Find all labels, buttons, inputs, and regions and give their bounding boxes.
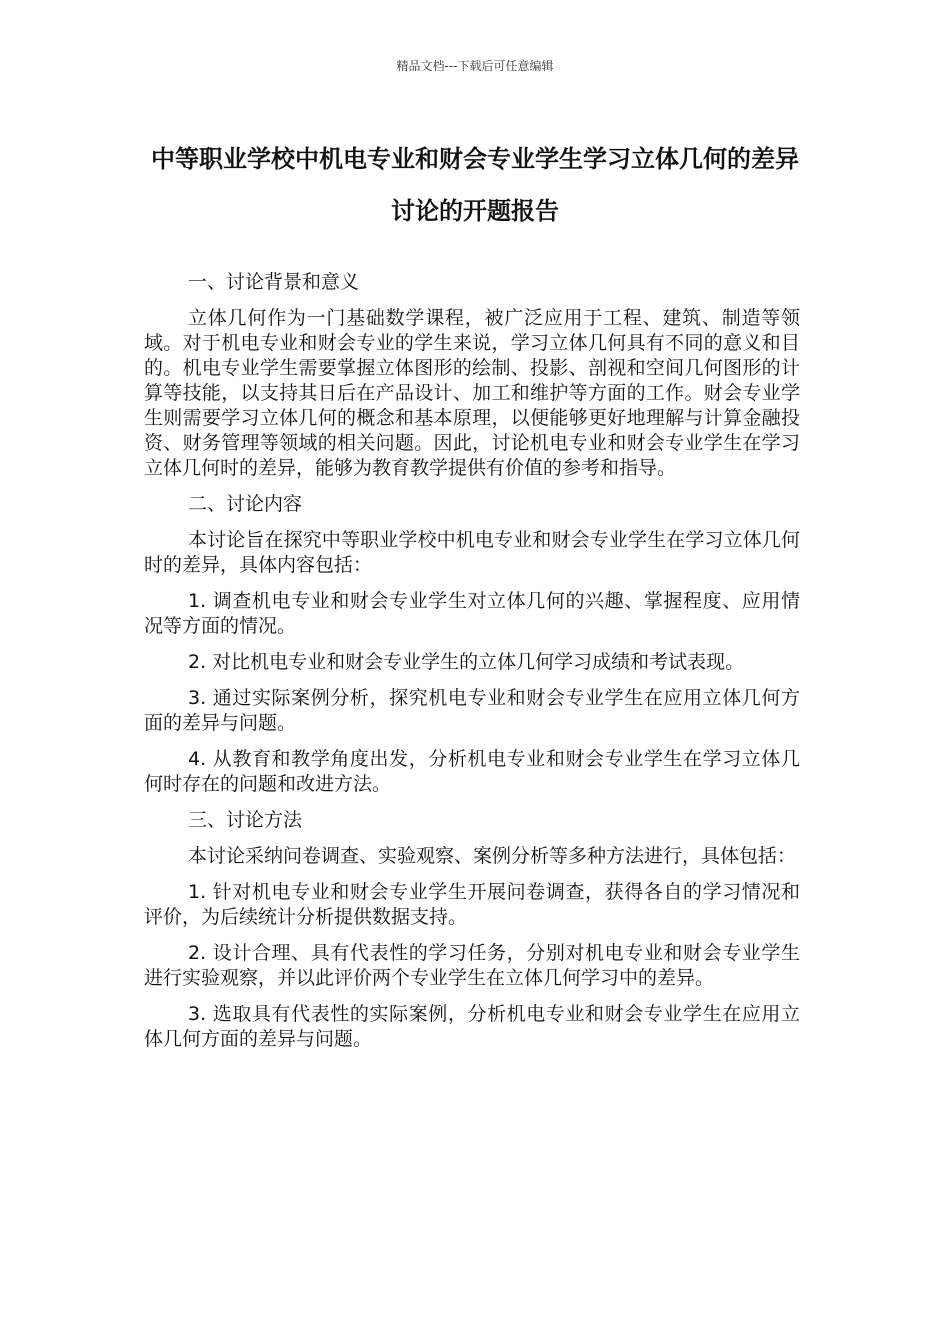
section-heading-method: 三、讨论方法 <box>188 809 303 831</box>
paragraph-method-intro: 本讨论采纳问卷调查、实验观察、案例分析等多种方法进行，具体包括： <box>188 845 797 867</box>
list-item-method-1: 1. 针对机电专业和财会专业学生开展问卷调查，获得各自的学习情况和评价，为后续统计分析提供数据支持。 <box>144 881 800 928</box>
section-heading-background: 一、讨论背景和意义 <box>188 271 360 293</box>
list-item-content-3: 3. 通过实际案例分析，探究机电专业和财会专业学生在应用立体几何方面的差异与问题。 <box>144 687 800 734</box>
section-heading-content: 二、讨论内容 <box>188 493 303 515</box>
document-body <box>144 270 800 1063</box>
paragraph-background: 立体几何作为一门基础数学课程，被广泛应用于工程、建筑、制造等领域。对于机电专业和财会专业的学生来说，学习立体几何具有不同的意义和目的。机电专业学生需要掌握立体图形的绘制、投影、剖视和空间几何图形的计算等技能，以支持其日后在产品设计、加工和维护等方面的工作。财会专业学生则需要学习立体几何的概念和基本原理，以便能够更好地理解与计算金融投资、财务管理等领域的相关问题。因此，讨论机电专业和财会专业学生在学习立体几何时的差异，能够为教育教学提供有价值的参考和指导。 <box>144 307 800 479</box>
list-item-method-2: 2. 设计合理、具有代表性的学习任务，分别对机电专业和财会专业学生进行实验观察，并以此评价两个专业学生在立体几何学习中的差异。 <box>144 942 800 989</box>
list-item-content-4: 4. 从教育和教学角度出发，分析机电专业和财会专业学生在学习立体几何时存在的问题和改进方法。 <box>144 748 800 795</box>
list-item-method-3: 3. 选取具有代表性的实际案例，分析机电专业和财会专业学生在应用立体几何方面的差异与问题。 <box>144 1003 800 1050</box>
document-title: 中等职业学校中机电专业和财会专业学生学习立体几何的差异讨论的开题报告 <box>151 145 799 225</box>
list-item-content-2: 2. 对比机电专业和财会专业学生的立体几何学习成绩和考试表现。 <box>188 651 745 673</box>
list-item-content-1: 1. 调查机电专业和财会专业学生对立体几何的兴趣、掌握程度、应用情况等方面的情况。 <box>144 590 800 637</box>
paragraph-content-intro: 本讨论旨在探究中等职业学校中机电专业和财会专业学生在学习立体几何时的差异，具体内容包括： <box>144 529 800 576</box>
header-note: 精品文档---下载后可任意编辑 <box>396 59 554 73</box>
